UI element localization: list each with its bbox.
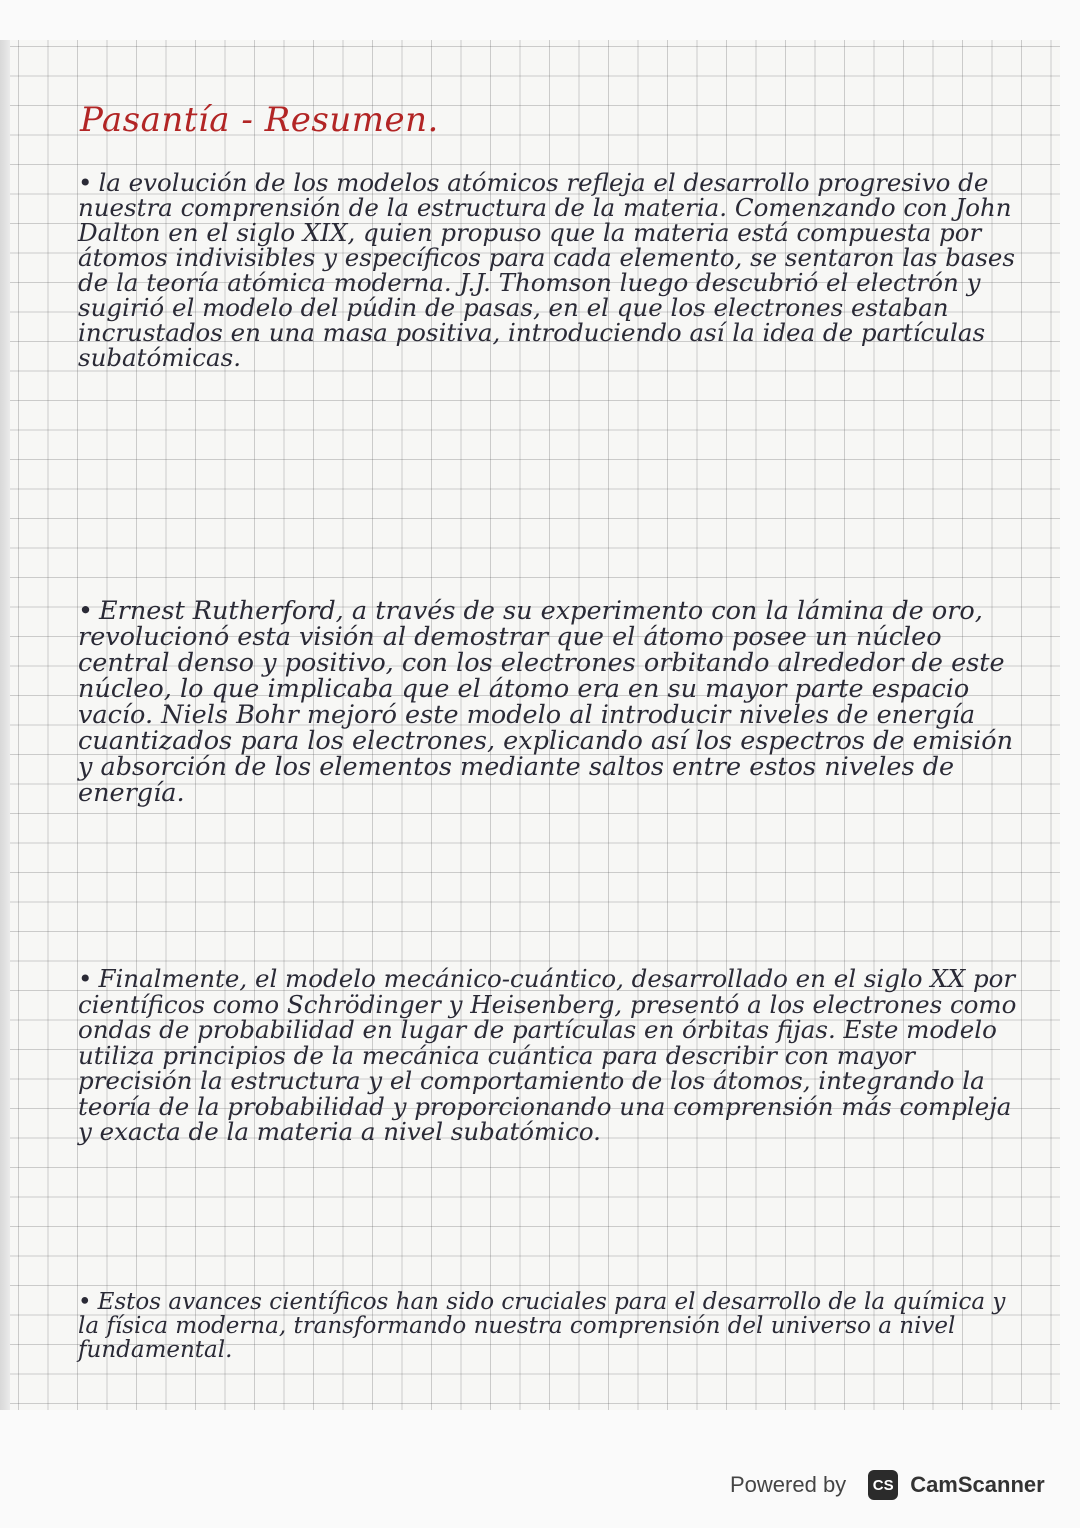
paragraph-rutherford-bohr [78, 598, 1023, 806]
paragraph-conclusion [78, 1290, 1023, 1362]
paragraph-text: la evolución de los modelos atómicos refleja el desarrollo progresivo de nuestra comprensión de la estructura de la materia. Comenzando con John Dalton en el siglo XIX, quien propuso que la materia está compuesta por átomos indivisibles y específicos para cada elemento, se sentaron las bases de la teoría atómica moderna. J.J. Thomson luego descubrió el electrón y sugirió el modelo del púdin de pasas, en el que los electrones estaban incrustados en una masa positiva, introduciendo así la idea de partículas subatómicas. [78, 168, 1016, 372]
powered-by-label: Powered by [730, 1472, 847, 1497]
paragraph-text: Estos avances científicos han sido cruciales para el desarrollo de la química y la física moderna, transformando nuestra comprensión del universo a nivel fundamental. [78, 1289, 1006, 1363]
paragraph-quantum-model [78, 966, 1023, 1145]
page-title: Pasantía - Resumen. [80, 100, 439, 140]
bullet-icon: • [78, 964, 93, 993]
bullet-icon: • [78, 596, 94, 626]
bullet-icon: • [78, 1289, 92, 1315]
paragraph-text: Finalmente, el modelo mecánico-cuántico, desarrollado en el siglo XX por científicos como Schrödinger y Heisenberg, presentó a los electrones como ondas de probabilidad en lugar de partículas en órbitas fijas. Este modelo utiliza principios de la mecánica cuántica para describir con mayor precisión la estructura y el comportamiento de los átomos, integrando la teoría de la probabilidad y proporcionando una comprensión más compleja y exacta de la materia a nivel subatómico. [78, 964, 1017, 1146]
camscanner-watermark [730, 1470, 1045, 1500]
paragraph-text: Ernest Rutherford, a través de su experimento con la lámina de oro, revolucionó esta visión al demostrar que el átomo posee un núcleo central denso y positivo, con los electrones orbitando alrededor de este núcleo, lo que implicaba que el átomo era en su mayor parte espacio vacío. Niels Bohr mejoró este modelo al introducir niveles de energía cuantizados para los electrones, explicando así los espectros de emisión y absorción de los elementos mediante saltos entre estos niveles de energía. [78, 596, 1014, 808]
camscanner-logo-icon: CS [868, 1470, 898, 1500]
paragraph-dalton-thomson [78, 170, 1023, 370]
camscanner-brand: CamScanner [910, 1472, 1045, 1497]
bullet-icon: • [78, 168, 93, 197]
